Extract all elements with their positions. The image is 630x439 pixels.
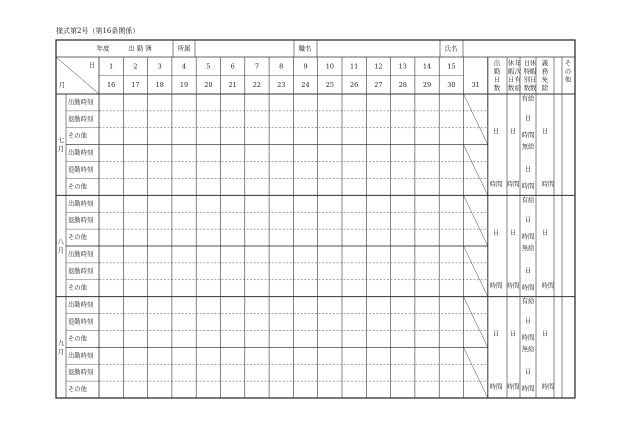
summary-header-char: 除 xyxy=(541,83,549,92)
summary-header-char: 出 xyxy=(493,59,501,67)
summary-unit-hour: 時間 xyxy=(521,333,535,342)
day31-diagonal xyxy=(464,195,488,246)
summary-unit-unpaid: 無給 xyxy=(521,346,535,354)
summary-unit-hour: 時間 xyxy=(521,182,535,190)
summary-unit-day: 日 xyxy=(524,165,532,173)
day31-diagonal xyxy=(464,94,488,145)
position-label: 職名 xyxy=(298,44,312,53)
day-number-bottom: 18 xyxy=(155,80,164,89)
grid-lines xyxy=(56,40,575,398)
summary-header-char: 有 xyxy=(514,75,522,84)
row-label: 退勤時刻 xyxy=(68,115,94,123)
summary-unit-day: 日 xyxy=(541,127,549,135)
day-number-bottom: 30 xyxy=(447,80,456,89)
summary-unit-day: 日 xyxy=(509,329,517,338)
name-label: 氏名 xyxy=(444,44,458,53)
year-label: 年度 xyxy=(96,44,110,53)
summary-unit-hour: 時間 xyxy=(521,384,535,393)
row-label: 退勤時刻 xyxy=(68,217,94,225)
summary-header-char: 次 xyxy=(514,67,522,76)
row-label: その他 xyxy=(68,335,87,343)
summary-header-char: 暇 xyxy=(507,67,515,76)
day-number-top: 11 xyxy=(350,62,359,71)
sheet-texts xyxy=(58,44,572,394)
summary-unit-hour: 時間 xyxy=(541,382,555,391)
month-label-char: 七 xyxy=(57,136,65,145)
month-label-char: 九 xyxy=(57,338,65,347)
day31-diagonal xyxy=(464,297,488,348)
row-label: 出勤時刻 xyxy=(68,301,94,309)
month-label-char: 月 xyxy=(57,145,65,154)
day-number-top: 13 xyxy=(398,62,407,71)
summary-unit-paid: 有給 xyxy=(521,95,535,103)
row-label: その他 xyxy=(68,234,87,242)
day-number-top: 1 xyxy=(109,62,114,71)
summary-unit-hour: 時間 xyxy=(489,382,503,391)
row-label: 出勤時刻 xyxy=(68,250,94,258)
row-label: 出勤時刻 xyxy=(68,149,94,157)
summary-header-char: 日 xyxy=(493,75,501,84)
day-number-top: 4 xyxy=(181,62,187,71)
summary-unit-day: 日 xyxy=(492,228,500,237)
day-number-bottom: 22 xyxy=(252,80,262,89)
day-number-top: 2 xyxy=(133,62,138,71)
month-label-char: 月 xyxy=(57,246,65,255)
row-label: その他 xyxy=(68,183,87,191)
summary-unit-day: 日 xyxy=(492,329,500,338)
summary-unit-day: 日 xyxy=(509,127,517,135)
row-label: 出勤時刻 xyxy=(68,352,94,360)
summary-header-char: 給 xyxy=(514,83,522,92)
summary-header-char: 休 xyxy=(529,59,537,67)
day-number-bottom: 24 xyxy=(301,80,310,89)
summary-unit-hour: 時間 xyxy=(521,283,535,292)
day-number-bottom: 17 xyxy=(131,80,140,89)
row-label: 出勤時刻 xyxy=(68,200,94,208)
summary-unit-day: 日 xyxy=(541,228,549,237)
summary-unit-hour: 時間 xyxy=(506,281,520,290)
summary-unit-hour: 時間 xyxy=(541,281,555,290)
department-label: 所属 xyxy=(177,44,191,53)
summary-header-char: 義 xyxy=(541,59,549,67)
summary-unit-day: 日 xyxy=(492,127,500,135)
day-number-top: 6 xyxy=(230,62,235,71)
day-number-bottom: 21 xyxy=(228,80,237,89)
form-label: 様式第2号（第16条関係） xyxy=(56,27,140,35)
day-number-bottom: 25 xyxy=(325,80,334,89)
row-label: 退勤時刻 xyxy=(68,166,94,174)
summary-header-char: 年 xyxy=(514,59,522,67)
summary-unit-paid: 有給 xyxy=(521,196,535,204)
summary-unit-day: 日 xyxy=(509,228,517,237)
day-number-top: 5 xyxy=(206,62,211,71)
summary-header-char: 勤 xyxy=(493,67,501,76)
day-number-bottom: 20 xyxy=(204,80,213,89)
row-label: 出勤時刻 xyxy=(68,98,94,106)
summary-unit-hour: 時間 xyxy=(489,281,503,290)
row-label: その他 xyxy=(68,284,87,292)
day31-diagonal xyxy=(464,246,488,297)
day-number-bottom: 19 xyxy=(179,80,189,89)
summary-unit-hour: 時間 xyxy=(506,180,520,188)
day-number-top: 10 xyxy=(325,62,334,71)
day-corner-label: 日 xyxy=(88,61,96,69)
day-number-top: 7 xyxy=(254,62,260,71)
row-label: 退勤時刻 xyxy=(68,267,94,275)
summary-header-char: 日 xyxy=(523,59,531,67)
summary-header-char: 暇 xyxy=(529,67,537,76)
day31-diagonal xyxy=(464,347,488,398)
summary-unit-paid: 有給 xyxy=(521,298,535,306)
summary-header-char: 数 xyxy=(507,83,515,92)
day-number-top: 9 xyxy=(303,62,308,71)
summary-header-char: 務 xyxy=(541,67,549,76)
summary-unit-unpaid: 無給 xyxy=(521,143,535,151)
row-label: 退勤時刻 xyxy=(68,369,94,377)
summary-unit-day: 日 xyxy=(524,266,532,275)
summary-header-char: 免 xyxy=(541,75,549,84)
summary-unit-day: 日 xyxy=(524,114,532,122)
day-number-bottom: 28 xyxy=(398,80,407,89)
summary-unit-day: 日 xyxy=(524,367,532,376)
summary-header-char: 数 xyxy=(523,83,531,92)
day-number-bottom: 23 xyxy=(277,80,286,89)
day-number-bottom: 26 xyxy=(350,80,359,89)
sheet-title: 出 勤 簿 xyxy=(128,44,152,53)
day31-diagonal xyxy=(464,145,488,196)
day-number-bottom: 29 xyxy=(422,80,432,89)
day-number-top: 12 xyxy=(374,62,383,71)
summary-header-char: そ xyxy=(564,59,572,67)
summary-header-char: 別 xyxy=(523,75,531,84)
summary-header-char: 数 xyxy=(529,83,537,92)
summary-header-char: 特 xyxy=(523,67,531,76)
day-number-bottom: 31 xyxy=(471,80,480,89)
day-number-bottom: 27 xyxy=(374,80,383,89)
summary-unit-day: 日 xyxy=(524,316,532,325)
day-number-top: 15 xyxy=(447,62,456,71)
day-number-top: 3 xyxy=(157,62,162,71)
month-corner-label: 月 xyxy=(58,81,66,89)
summary-unit-day: 日 xyxy=(524,215,532,224)
row-label: その他 xyxy=(68,386,87,394)
month-label-char: 八 xyxy=(57,237,65,246)
summary-header-char: 数 xyxy=(493,83,501,92)
row-label: その他 xyxy=(68,132,87,140)
summary-header-char: 日 xyxy=(507,75,515,84)
row-label: 退勤時刻 xyxy=(68,318,94,326)
summary-header-char: の xyxy=(564,67,572,76)
summary-unit-unpaid: 無給 xyxy=(521,244,535,252)
summary-unit-day: 日 xyxy=(541,329,549,338)
summary-header-char: 他 xyxy=(564,75,572,84)
summary-unit-hour: 時間 xyxy=(506,382,520,391)
summary-unit-hour: 時間 xyxy=(489,180,503,188)
summary-header-char: 日 xyxy=(529,75,537,84)
day-number-bottom: 16 xyxy=(107,80,116,89)
summary-unit-hour: 時間 xyxy=(521,131,535,139)
summary-unit-hour: 時間 xyxy=(541,180,555,188)
summary-unit-hour: 時間 xyxy=(521,232,535,241)
month-label-char: 月 xyxy=(57,347,65,356)
summary-header-char: 休 xyxy=(507,59,515,67)
day-number-top: 14 xyxy=(422,62,432,71)
day-number-top: 8 xyxy=(279,62,284,71)
